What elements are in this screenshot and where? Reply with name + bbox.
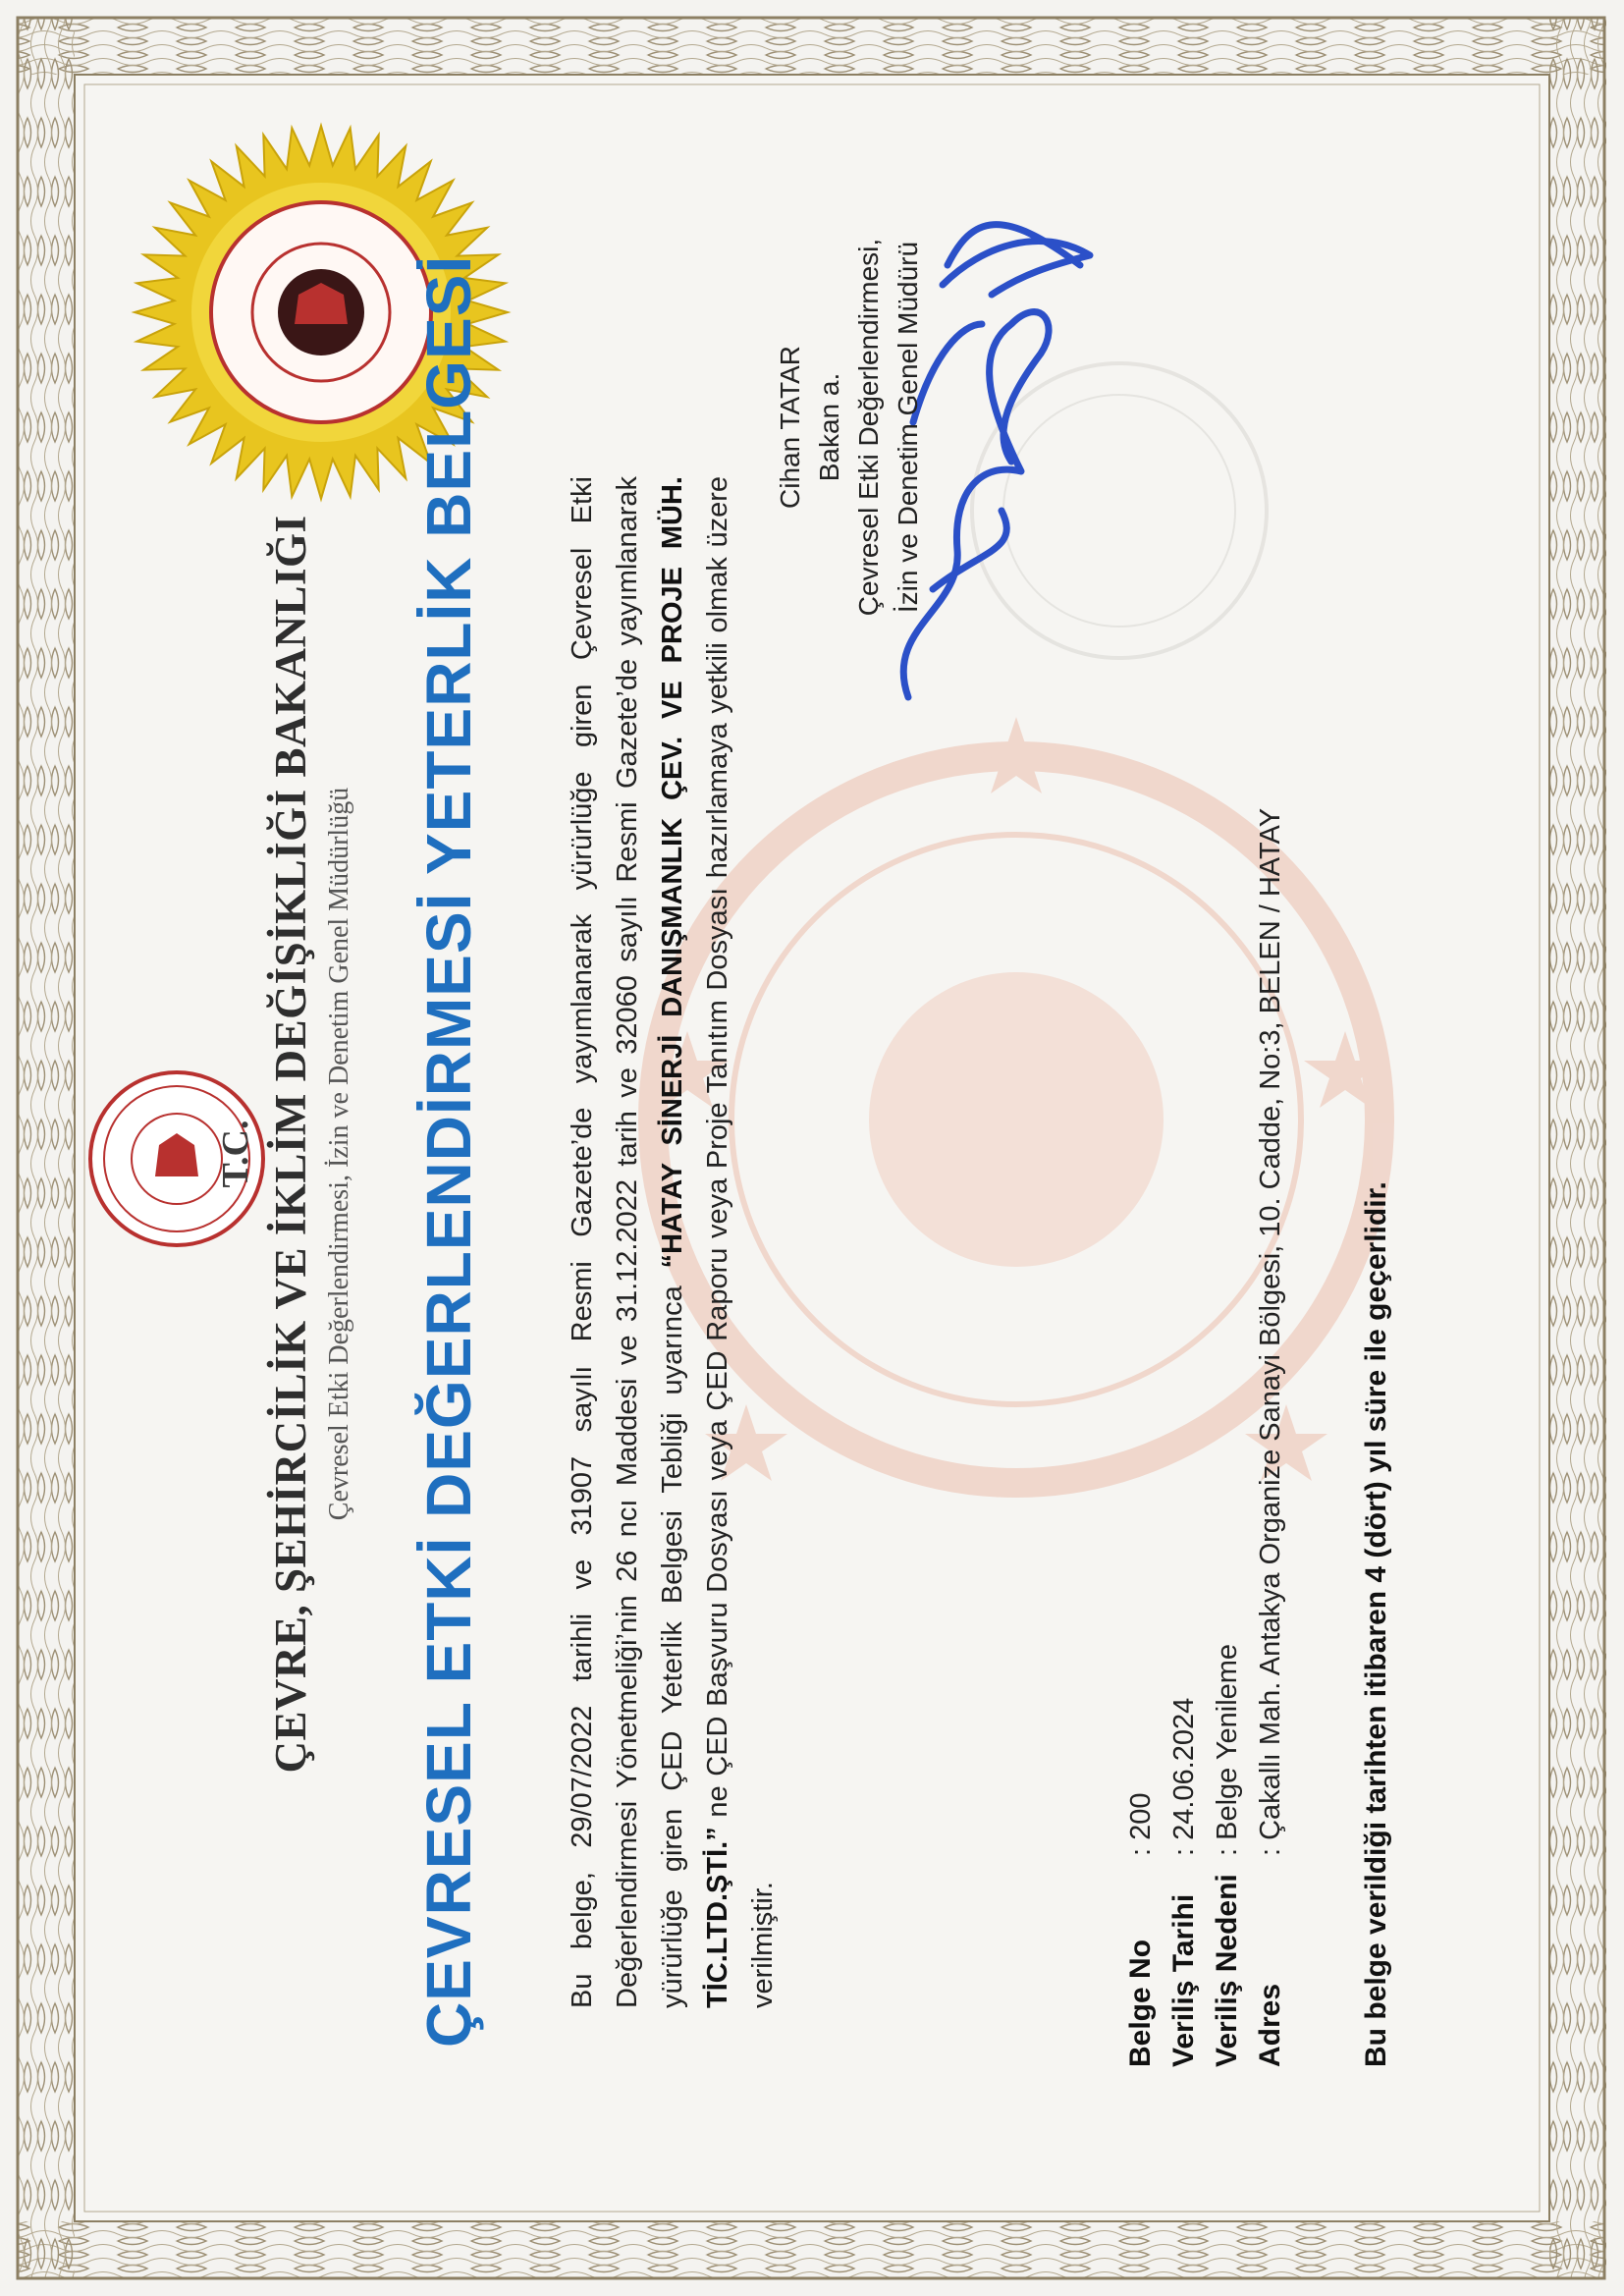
company-name: “HATAY SİNERJİ DANIŞMANLIK ÇEV. VE PROJE MÜH. TİC.LTD.ŞTİ.” [657, 476, 733, 2008]
field-row [1249, 398, 1292, 2067]
fields-block [1119, 398, 1292, 2067]
field-label: Veriliş Nedeni [1211, 1874, 1243, 2067]
field-label: Belge No [1124, 1939, 1157, 2067]
tc-heading: T.C. [215, 1120, 256, 1188]
signatory-role-2: İzin ve Denetim Genel Müdürü [893, 241, 923, 614]
field-label: Adres [1254, 1983, 1286, 2067]
body-part2: ne ÇED Başvuru Dosyası veya ÇED Raporu veya Proje Tanıtım Dosyası hazırlamaya yetkili olmak üzere verilmiştir. [702, 475, 779, 2008]
signatory-block [771, 221, 928, 633]
validity-note: Bu belge verildiği tarihten itibaren 4 (dört) yıl süre ile geçerlidir. [1360, 1181, 1392, 2067]
body-paragraph [560, 476, 785, 2008]
ministry-name: ÇEVRE, ŞEHİRCİLİK VE İKLİM DEĞİŞİKLİĞİ BAKANLIĞI [266, 515, 315, 1774]
department-name: Çevresel Etki Değerlendirmesi, İzin ve Denetim Genel Müdürlüğü [324, 787, 354, 1521]
field-row [1119, 398, 1163, 2067]
field-row [1163, 398, 1206, 2067]
signatory-name: Cihan TATAR [775, 346, 805, 509]
field-value: : Belge Yenileme [1211, 1643, 1243, 1856]
document-title: ÇEVRESEL ETKİ DEĞERLENDİRMESİ YETERLİK BELGESİ [413, 254, 484, 2048]
body-part1: Bu belge, 29/07/2022 tarihli ve 31907 sayılı Resmi Gazete’de yayımlanarak yürürlüğe giren Çevresel Etki Değerlendirmesi Yönetmeliği’nin 26 ncı Maddesi ve 31.12.2022 tarih ve 32060 sayılı Resmi Gazete’de yayımlanarak yürürlüğe giren ÇED Yeterlik Belgesi Tebliği uyarınca [567, 476, 688, 2008]
certificate [128, 123, 1532, 2185]
field-label: Veriliş Tarihi [1167, 1893, 1200, 2067]
signatory-role-1: Çevresel Etki Değerlendirmesi, [853, 238, 884, 617]
field-value: : 200 [1124, 1792, 1157, 1856]
field-value: : 24.06.2024 [1167, 1697, 1200, 1856]
signatory-title: Bakan a. [814, 372, 844, 482]
field-row [1206, 398, 1249, 2067]
field-value: : Çakallı Mah. Antakya Organize Sanayi Bölgesi, 10. Cadde, No:3, BELEN / HATAY [1254, 807, 1286, 1856]
